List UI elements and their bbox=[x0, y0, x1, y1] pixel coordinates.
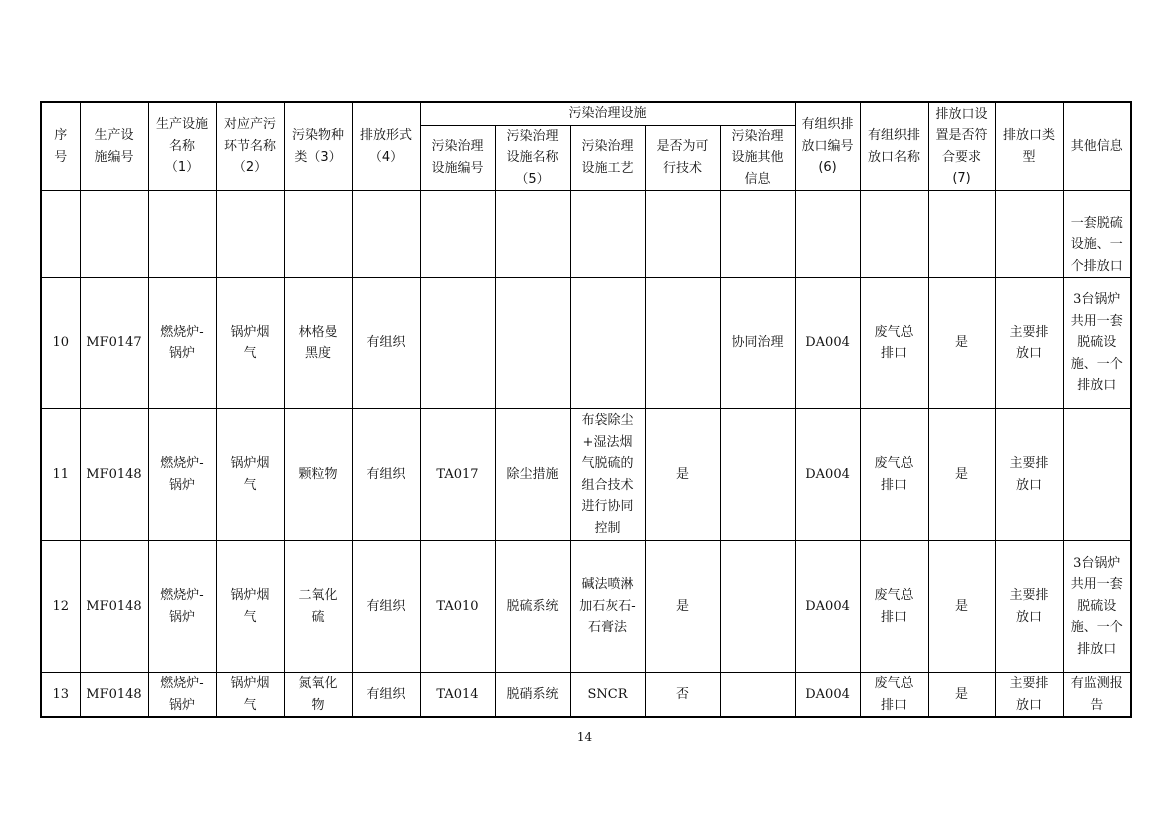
cell-facility-name: 燃烧炉-锅炉 bbox=[148, 278, 216, 409]
cell-facility-code: MF0148 bbox=[80, 409, 148, 541]
cell-outlet-compliant: 是 bbox=[928, 278, 995, 409]
cell-outlet-name: 废气总排口 bbox=[860, 673, 928, 718]
cell-outlet-name: 废气总排口 bbox=[860, 541, 928, 673]
cell-outlet-type bbox=[995, 191, 1063, 278]
cell-facility-code: MF0147 bbox=[80, 278, 148, 409]
cell-pollutant: 林格曼黑度 bbox=[284, 278, 352, 409]
header-outlet-name: 有组织排放口名称 bbox=[860, 102, 928, 191]
cell-process: 锅炉烟气 bbox=[216, 673, 284, 718]
cell-emission-form: 有组织 bbox=[352, 278, 420, 409]
cell-outlet-code: DA004 bbox=[795, 673, 860, 718]
cell-outlet-code bbox=[795, 191, 860, 278]
header-treatment-group: 污染治理设施 bbox=[420, 102, 795, 125]
cell-treatment-process bbox=[570, 191, 645, 278]
cell-treatment-process: SNCR bbox=[570, 673, 645, 718]
cell-facility-name bbox=[148, 191, 216, 278]
cell-process bbox=[216, 191, 284, 278]
cell-facility-name: 燃烧炉-锅炉 bbox=[148, 541, 216, 673]
cell-treatment-process: 碱法喷淋加石灰石-石膏法 bbox=[570, 541, 645, 673]
header-seq: 序号 bbox=[41, 102, 80, 191]
cell-outlet-compliant bbox=[928, 191, 995, 278]
cell-seq: 12 bbox=[41, 541, 80, 673]
cell-other-info bbox=[1063, 409, 1131, 541]
header-treatment-process: 污染治理设施工艺 bbox=[570, 125, 645, 191]
cell-emission-form: 有组织 bbox=[352, 541, 420, 673]
cell-seq: 13 bbox=[41, 673, 80, 718]
header-outlet-type: 排放口类型 bbox=[995, 102, 1063, 191]
cell-treatment-other bbox=[720, 409, 795, 541]
cell-pollutant: 二氧化硫 bbox=[284, 541, 352, 673]
cell-treatment-code bbox=[420, 278, 495, 409]
cell-feasible: 否 bbox=[645, 673, 720, 718]
cell-outlet-type: 主要排放口 bbox=[995, 673, 1063, 718]
cell-other-info: 3台锅炉共用一套脱硫设施、一个排放口 bbox=[1063, 278, 1131, 409]
pollution-facility-table bbox=[40, 101, 1132, 718]
cell-pollutant bbox=[284, 191, 352, 278]
cell-outlet-type: 主要排放口 bbox=[995, 409, 1063, 541]
cell-seq bbox=[41, 191, 80, 278]
cell-facility-code: MF0148 bbox=[80, 541, 148, 673]
cell-facility-name: 燃烧炉-锅炉 bbox=[148, 673, 216, 718]
cell-process: 锅炉烟气 bbox=[216, 409, 284, 541]
header-treatment-code: 污染治理设施编号 bbox=[420, 125, 495, 191]
table-body bbox=[41, 191, 1131, 718]
header-outlet-compliant: 排放口设置是否符合要求(7) bbox=[928, 102, 995, 191]
cell-outlet-compliant: 是 bbox=[928, 541, 995, 673]
cell-treatment-other bbox=[720, 673, 795, 718]
cell-process: 锅炉烟气 bbox=[216, 541, 284, 673]
cell-treatment-other: 协同治理 bbox=[720, 278, 795, 409]
cell-facility-code bbox=[80, 191, 148, 278]
cell-treatment-name bbox=[495, 278, 570, 409]
table-row bbox=[41, 191, 1131, 278]
cell-outlet-name bbox=[860, 191, 928, 278]
cell-seq: 10 bbox=[41, 278, 80, 409]
cell-treatment-process: 布袋除尘+湿法烟气脱硫的组合技术进行协同控制 bbox=[570, 409, 645, 541]
cell-treatment-name: 除尘措施 bbox=[495, 409, 570, 541]
cell-outlet-code: DA004 bbox=[795, 278, 860, 409]
header-emission-form: 排放形式（4） bbox=[352, 102, 420, 191]
cell-treatment-name bbox=[495, 191, 570, 278]
header-facility-code: 生产设施编号 bbox=[80, 102, 148, 191]
cell-emission-form: 有组织 bbox=[352, 409, 420, 541]
cell-treatment-other bbox=[720, 191, 795, 278]
cell-treatment-name: 脱硝系统 bbox=[495, 673, 570, 718]
table-row bbox=[41, 673, 1131, 718]
table-row bbox=[41, 541, 1131, 673]
header-process: 对应产污环节名称（2） bbox=[216, 102, 284, 191]
header-feasible: 是否为可行技术 bbox=[645, 125, 720, 191]
header-facility-name: 生产设施名称（1） bbox=[148, 102, 216, 191]
cell-emission-form: 有组织 bbox=[352, 673, 420, 718]
cell-treatment-code bbox=[420, 191, 495, 278]
cell-outlet-code: DA004 bbox=[795, 409, 860, 541]
cell-feasible: 是 bbox=[645, 409, 720, 541]
cell-treatment-code: TA014 bbox=[420, 673, 495, 718]
page-number: 14 bbox=[576, 730, 593, 744]
cell-outlet-compliant: 是 bbox=[928, 409, 995, 541]
cell-treatment-process bbox=[570, 278, 645, 409]
cell-outlet-type: 主要排放口 bbox=[995, 278, 1063, 409]
cell-outlet-name: 废气总排口 bbox=[860, 409, 928, 541]
cell-seq: 11 bbox=[41, 409, 80, 541]
cell-other-info: 一套脱硫设施、一个排放口 bbox=[1063, 191, 1131, 278]
cell-emission-form bbox=[352, 191, 420, 278]
cell-facility-name: 燃烧炉-锅炉 bbox=[148, 409, 216, 541]
cell-treatment-name: 脱硫系统 bbox=[495, 541, 570, 673]
table-row bbox=[41, 278, 1131, 409]
cell-outlet-code: DA004 bbox=[795, 541, 860, 673]
cell-treatment-code: TA010 bbox=[420, 541, 495, 673]
header-pollutant: 污染物种类（3） bbox=[284, 102, 352, 191]
cell-treatment-other bbox=[720, 541, 795, 673]
header-treatment-name: 污染治理设施名称（5） bbox=[495, 125, 570, 191]
table-row bbox=[41, 409, 1131, 541]
cell-feasible: 是 bbox=[645, 541, 720, 673]
cell-facility-code: MF0148 bbox=[80, 673, 148, 718]
header-other-info: 其他信息 bbox=[1063, 102, 1131, 191]
cell-feasible bbox=[645, 191, 720, 278]
header-outlet-code: 有组织排放口编号(6) bbox=[795, 102, 860, 191]
cell-outlet-name: 废气总排口 bbox=[860, 278, 928, 409]
cell-process: 锅炉烟气 bbox=[216, 278, 284, 409]
cell-treatment-code: TA017 bbox=[420, 409, 495, 541]
header-treatment-other: 污染治理设施其他信息 bbox=[720, 125, 795, 191]
cell-pollutant: 氮氧化物 bbox=[284, 673, 352, 718]
cell-outlet-type: 主要排放口 bbox=[995, 541, 1063, 673]
cell-feasible bbox=[645, 278, 720, 409]
cell-other-info: 有监测报告 bbox=[1063, 673, 1131, 718]
cell-outlet-compliant: 是 bbox=[928, 673, 995, 718]
cell-pollutant: 颗粒物 bbox=[284, 409, 352, 541]
cell-other-info: 3台锅炉共用一套脱硫设施、一个排放口 bbox=[1063, 541, 1131, 673]
